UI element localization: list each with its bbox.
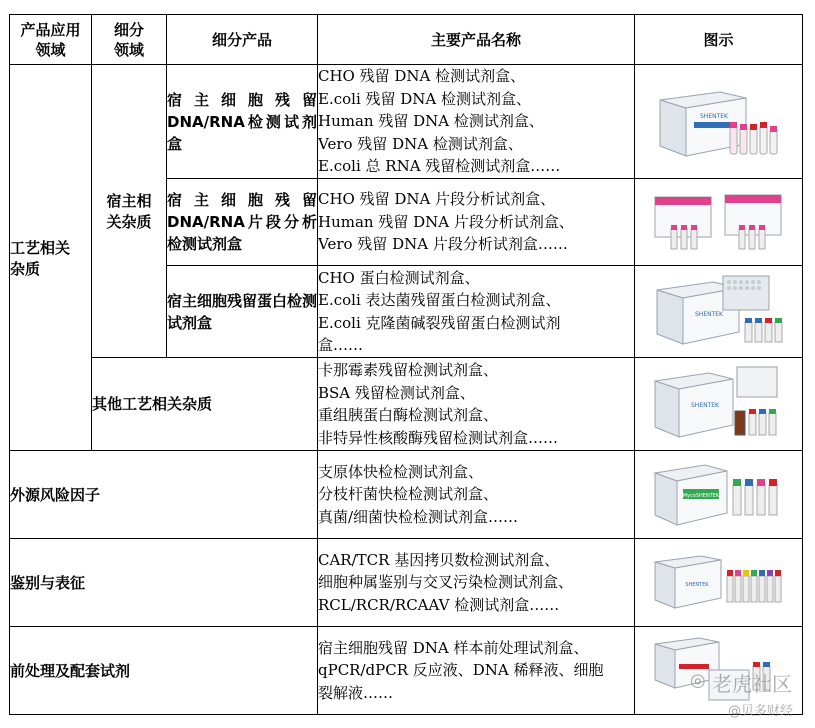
list-item: RCL/RCR/RCAAV 检测试剂盒…… bbox=[318, 595, 560, 614]
product-list bbox=[318, 627, 635, 715]
product-list bbox=[318, 179, 635, 266]
list-item: BSA 残留检测试剂盒、 bbox=[318, 383, 475, 402]
product-image-cell bbox=[635, 539, 803, 627]
header-illustration: 图示 bbox=[635, 15, 803, 65]
list-item: 卡那霉素残留检测试剂盒、 bbox=[318, 361, 499, 379]
list-item: 真菌/细菌快检检测试剂盒…… bbox=[318, 507, 519, 526]
list-item: Vero 残留 DNA 检测试剂盒、 bbox=[318, 134, 523, 153]
list-item: CHO 残留 DNA 检测试剂盒、 bbox=[318, 67, 526, 86]
list-item: CHO 蛋白检测试剂盒、 bbox=[318, 268, 480, 287]
list-item: Vero 残留 DNA 片段分析试剂盒…… bbox=[318, 235, 568, 254]
area-host-line1: 宿主相 bbox=[106, 192, 152, 210]
area-external-risk-factors: 外源风险因子 bbox=[10, 451, 318, 539]
product-kit-mycoshentek-icon bbox=[649, 455, 789, 531]
list-item: CHO 残留 DNA 片段分析试剂盒、 bbox=[318, 190, 556, 209]
area-process-line1: 工艺相关 bbox=[10, 238, 71, 257]
table-row bbox=[10, 539, 803, 627]
list-item: qPCR/dPCR 反应液、DNA 稀释液、细胞 bbox=[318, 661, 604, 680]
area-pretreatment-reagents: 前处理及配套试剂 bbox=[10, 627, 318, 715]
table-row bbox=[10, 65, 803, 179]
tiger-logo-icon: ◎ bbox=[690, 670, 706, 691]
list-item: 裂解液…… bbox=[318, 683, 394, 702]
area-host-impurities bbox=[92, 65, 167, 358]
product-list bbox=[318, 358, 635, 451]
watermark-sub: @贝多财经 bbox=[728, 704, 794, 719]
product-kit-elisa-plate-icon bbox=[649, 270, 789, 350]
list-item: 分枝杆菌快检检测试剂盒、 bbox=[318, 485, 499, 504]
table-row bbox=[10, 627, 803, 715]
list-item: Human 残留 DNA 片段分析试剂盒、 bbox=[318, 212, 574, 231]
box-label: SHENTEK bbox=[684, 581, 709, 588]
product-kit-colored-caps-icon bbox=[649, 546, 789, 616]
list-item: Human 残留 DNA 检测试剂盒、 bbox=[318, 112, 544, 131]
product-list bbox=[318, 65, 635, 179]
area-identification-characterization: 鉴别与表征 bbox=[10, 539, 318, 627]
header-sub-area-line2: 领域 bbox=[113, 40, 144, 59]
watermark-main: 老虎社区 bbox=[712, 672, 792, 696]
header-application-area-line2: 领域 bbox=[35, 40, 66, 59]
product-image-cell bbox=[635, 65, 803, 179]
header-row bbox=[10, 15, 803, 65]
sub-product-name: 宿主细胞残留DNA/RNA检测试剂盒 bbox=[167, 65, 318, 179]
product-kit-box-with-vials-icon bbox=[650, 78, 788, 162]
product-list bbox=[318, 451, 635, 539]
area-other-process-impurities: 其他工艺相关杂质 bbox=[92, 358, 318, 451]
sub-product-name: 宿主细胞残留蛋白检测试剂盒 bbox=[167, 266, 318, 358]
product-image-cell bbox=[635, 266, 803, 358]
header-application-area-line1: 产品应用 bbox=[20, 20, 81, 39]
box-label: MycoSHENTEK bbox=[682, 492, 719, 499]
list-item: 重组胰蛋白酶检测试剂盒、 bbox=[318, 406, 499, 424]
header-sub-area-line1: 细分 bbox=[113, 20, 144, 39]
list-item: E.coli 总 RNA 残留检测试剂盒…… bbox=[318, 157, 561, 176]
list-item: 非特异性核酸酶残留检测试剂盒…… bbox=[318, 428, 559, 447]
product-table bbox=[9, 14, 803, 715]
list-item: CAR/TCR 基因拷贝数检测试剂盒、 bbox=[318, 550, 560, 569]
list-item: E.coli 残留 DNA 检测试剂盒、 bbox=[318, 89, 532, 108]
header-main-products: 主要产品名称 bbox=[318, 15, 635, 65]
area-process-impurities bbox=[10, 65, 92, 451]
list-item: E.coli 表达菌残留蛋白检测试剂盒、 bbox=[318, 291, 561, 309]
table-row bbox=[10, 358, 803, 451]
product-kit-boxes-pink-caps-icon bbox=[649, 185, 789, 255]
product-image-cell bbox=[635, 358, 803, 451]
header-application-area bbox=[10, 15, 92, 65]
list-item: 支原体快检检测试剂盒、 bbox=[318, 462, 484, 481]
list-item: 细胞种属鉴别与交叉污染检测试剂盒、 bbox=[318, 573, 574, 592]
list-item: E.coli 克隆菌碱裂残留蛋白检测试剂 bbox=[318, 313, 561, 332]
product-kit-box-with-bottles-icon bbox=[649, 361, 789, 443]
box-label: SHENTEK bbox=[690, 402, 719, 409]
box-label: SHENTEK bbox=[699, 112, 728, 120]
product-list bbox=[318, 539, 635, 627]
list-item: 宿主细胞残留 DNA 样本前处理试剂盒、 bbox=[318, 638, 589, 657]
list-item: 盒…… bbox=[318, 336, 364, 354]
header-sub-product: 细分产品 bbox=[167, 15, 318, 65]
product-list bbox=[318, 266, 635, 358]
area-process-line2: 杂质 bbox=[10, 259, 41, 278]
header-sub-area bbox=[92, 15, 167, 65]
table-row bbox=[10, 451, 803, 539]
box-label: SHENTEK bbox=[694, 310, 723, 318]
area-host-line2: 关杂质 bbox=[106, 213, 152, 231]
product-image-cell bbox=[635, 451, 803, 539]
sub-product-name: 宿主细胞残留DNA/RNA片段分析检测试剂盒 bbox=[167, 179, 318, 266]
product-image-cell bbox=[635, 179, 803, 266]
